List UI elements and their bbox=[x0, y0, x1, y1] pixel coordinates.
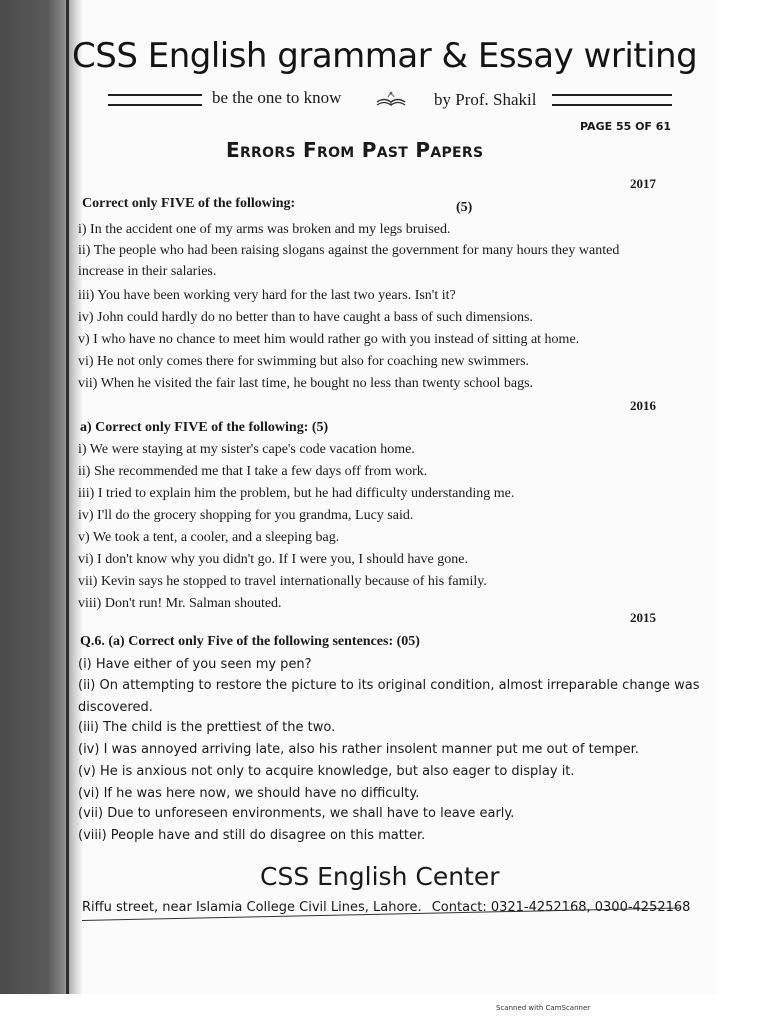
list-item: viii) Don't run! Mr. Salman shouted. bbox=[78, 596, 282, 611]
document-title: CSS English grammar & Essay writing bbox=[72, 36, 698, 76]
list-item: vii) Kevin says he stopped to travel internationally because of his family. bbox=[78, 574, 487, 589]
binding-edge bbox=[66, 0, 69, 994]
list-item: (vi) If he was here now, we should have no difficulty. bbox=[78, 786, 420, 801]
contact-numbers: Contact: 0321-4252168, 0300-4252168 bbox=[431, 900, 691, 915]
list-item: (viii) People have and still do disagree on this matter. bbox=[78, 828, 426, 843]
list-item: iii) You have been working very hard for the last two years. Isn't it? bbox=[78, 288, 456, 303]
list-item: vii) When he visited the fair last time, he bought no less than twenty school bags. bbox=[78, 376, 534, 391]
list-item: v) We took a tent, a cooler, and a sleeping bag. bbox=[78, 530, 340, 545]
book-binding-shadow bbox=[0, 0, 82, 994]
list-item: vi) He not only comes there for swimming but also for coaching new swimmers. bbox=[78, 354, 530, 369]
tagline-row bbox=[108, 88, 688, 112]
question-heading: Correct only FIVE of the following: bbox=[82, 196, 296, 211]
list-item: (ii) On attempting to restore the picture to its original condition, almost irreparable change was bbox=[78, 678, 700, 693]
list-item: discovered. bbox=[78, 700, 153, 715]
list-item: (iii) The child is the prettiest of the two. bbox=[78, 720, 336, 735]
list-item: (i) Have either of you seen my pen? bbox=[78, 657, 312, 672]
section-title: Errors From Past Papers bbox=[226, 138, 484, 162]
open-book-icon bbox=[374, 88, 408, 110]
list-item: ii) She recommended me that I take a few days off from work. bbox=[78, 464, 428, 479]
marks-label: (5) bbox=[456, 200, 473, 215]
address-text: Riffu street, near Islamia College Civil Lines, Lahore. bbox=[82, 900, 422, 915]
list-item: vi) I don't know why you didn't go. If I were you, I should have gone. bbox=[78, 552, 468, 567]
year-label: 2015 bbox=[630, 610, 656, 625]
year-label: 2016 bbox=[630, 398, 656, 413]
question-heading: a) Correct only FIVE of the following: (5) bbox=[80, 420, 329, 435]
double-rule-left bbox=[108, 94, 202, 106]
tagline: be the one to know bbox=[212, 88, 342, 107]
list-item: i) In the accident one of my arms was broken and my legs bruised. bbox=[78, 222, 451, 237]
question-heading: Q.6. (a) Correct only Five of the following sentences: (05) bbox=[80, 634, 420, 649]
double-rule-right bbox=[552, 94, 672, 106]
page-number: PAGE 55 OF 61 bbox=[580, 120, 672, 133]
footer-center-name: CSS English Center bbox=[260, 862, 500, 891]
list-item: (vii) Due to unforeseen environments, we shall have to leave early. bbox=[78, 806, 515, 821]
list-item: ii) The people who had been raising slogans against the government for many hours they wanted bbox=[78, 243, 620, 258]
author: by Prof. Shakil bbox=[434, 90, 537, 109]
list-item: i) We were staying at my sister's cape's code vacation home. bbox=[78, 442, 415, 457]
list-item: iv) I'll do the grocery shopping for you grandma, Lucy said. bbox=[78, 508, 414, 523]
list-item: iii) I tried to explain him the problem, but he had difficulty understanding me. bbox=[78, 486, 515, 501]
list-item: iv) John could hardly do no better than to have caught a bass of such dimensions. bbox=[78, 310, 533, 325]
scanner-watermark: Scanned with CamScanner bbox=[496, 1004, 591, 1012]
year-label: 2017 bbox=[630, 176, 656, 191]
list-item: (iv) I was annoyed arriving late, also his rather insolent manner put me out of temper. bbox=[78, 742, 639, 757]
list-item: v) I who have no chance to meet him would rather go with you instead of sitting at home. bbox=[78, 332, 580, 347]
list-item: increase in their salaries. bbox=[78, 264, 217, 279]
list-item: (v) He is anxious not only to acquire knowledge, but also eager to display it. bbox=[78, 764, 575, 779]
